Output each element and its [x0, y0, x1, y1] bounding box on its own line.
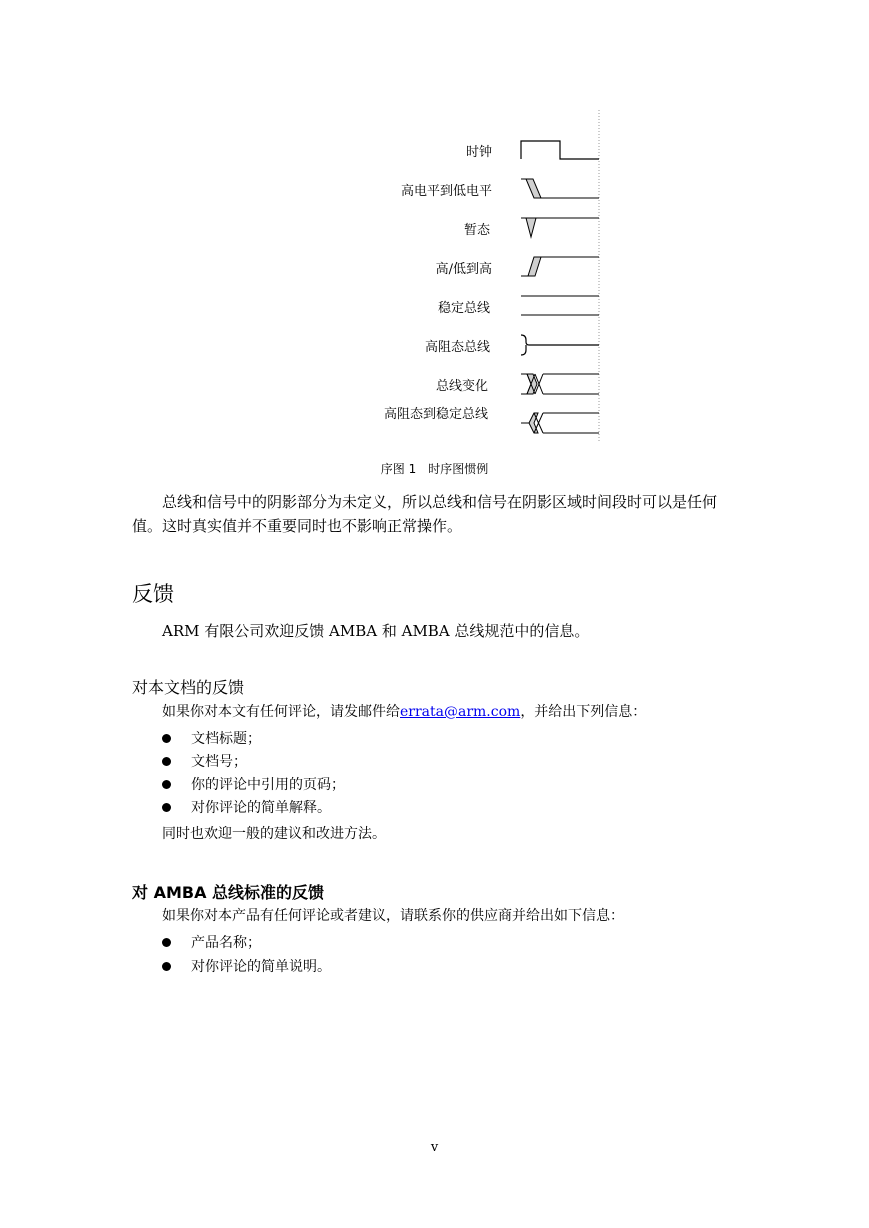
intro-line-1: 总线和信号中的阴影部分为未定义，所以总线和信号在阴影区域时间段时可以是任何	[162, 493, 718, 511]
timing-diagram	[515, 108, 607, 444]
label-bus-change: 总线变化	[435, 379, 488, 394]
intro-line-2: 值。这时真实值并不重要同时也不影响正常操作。	[132, 517, 463, 535]
list-item	[162, 932, 261, 954]
errata-email-link[interactable]: errata@arm.com	[400, 704, 521, 720]
feedback-heading: 反馈	[132, 582, 174, 606]
bullet-icon	[162, 938, 171, 947]
waveform-low-to-high-shade	[528, 257, 541, 276]
doc-feedback-text-before: 如果你对本文有任何评论，请发邮件给	[162, 704, 400, 720]
figure-caption: 序图 1 时序图惯例	[380, 462, 489, 476]
label-tristate-bus: 高阻态总线	[424, 340, 490, 355]
label-stable-bus: 稳定总线	[437, 301, 490, 316]
page-number: v	[430, 1140, 439, 1155]
label-transient: 暂态	[463, 223, 490, 238]
list-item-text: 文档号；	[191, 754, 247, 770]
list-item-text: 对你评论的简单解释。	[191, 800, 331, 816]
label-tristate-to-stable: 高阻态到稳定总线	[383, 407, 488, 422]
doc-feedback-text	[162, 700, 646, 724]
list-item-text: 文档标题；	[191, 731, 261, 747]
list-item	[162, 774, 345, 796]
doc-feedback-heading: 对本文档的反馈	[132, 678, 245, 697]
list-item	[162, 956, 331, 978]
bullet-icon	[162, 803, 171, 812]
list-item-text: 产品名称；	[191, 935, 261, 951]
list-item-text: 对你评论的简单说明。	[191, 959, 331, 975]
waveform-high-to-low-shade	[526, 179, 541, 198]
waveform-clock	[521, 141, 599, 159]
list-item	[162, 797, 331, 819]
amba-feedback-heading: 对 AMBA 总线标准的反馈	[132, 883, 325, 902]
label-clock: 时钟	[465, 145, 492, 160]
feedback-intro: ARM 有限公司欢迎反馈 AMBA 和 AMBA 总线规范中的信息。	[162, 622, 590, 640]
bullet-icon	[162, 962, 171, 971]
bullet-icon	[162, 757, 171, 766]
doc-feedback-closing: 同时也欢迎一般的建议和改进方法。	[162, 826, 386, 842]
doc-feedback-text-after: ，并给出下列信息：	[520, 704, 647, 720]
label-high-to-low: 高电平到低电平	[400, 184, 492, 199]
label-low-to-high: 高/低到高	[435, 262, 492, 277]
waveform-transient-shade	[526, 218, 536, 237]
waveform-z-to-stable-shade	[529, 413, 538, 433]
list-item	[162, 728, 261, 750]
waveform-tristate	[521, 335, 599, 355]
bullet-icon	[162, 780, 171, 789]
list-item	[162, 751, 247, 773]
bullet-icon	[162, 734, 171, 743]
list-item-text: 你的评论中引用的页码；	[191, 777, 345, 793]
amba-feedback-text: 如果你对本产品有任何评论或者建议，请联系你的供应商并给出如下信息：	[162, 908, 624, 924]
